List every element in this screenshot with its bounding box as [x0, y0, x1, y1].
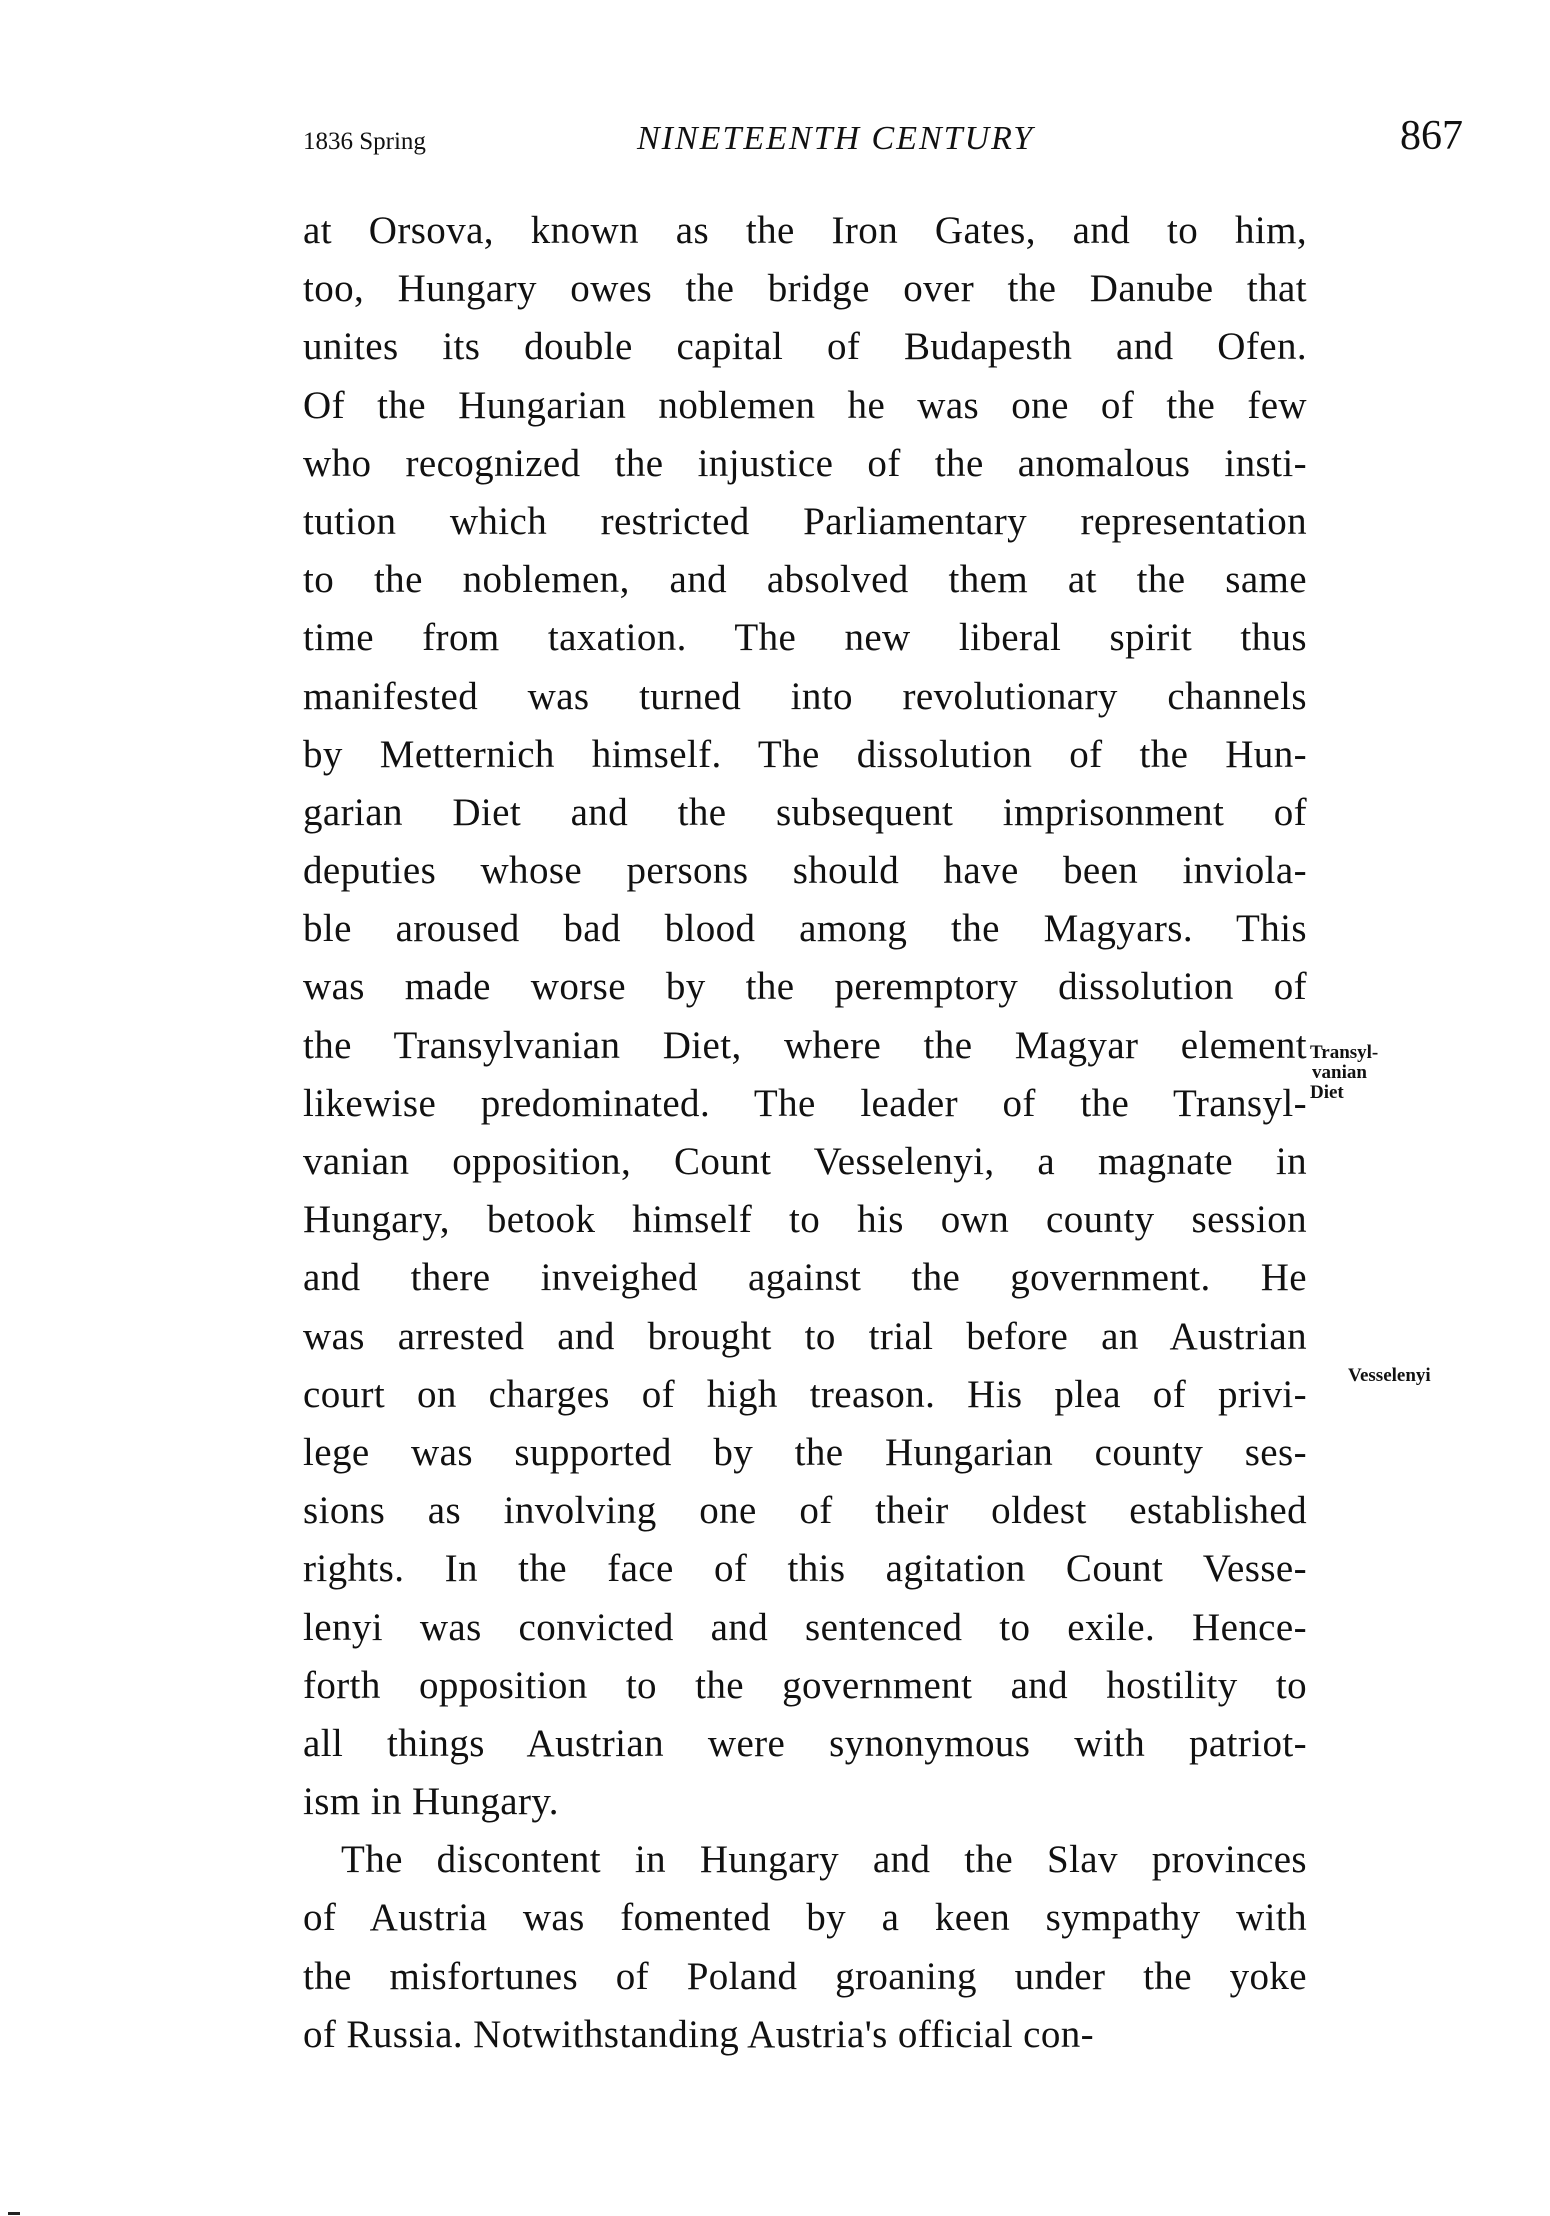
text-line: all things Austrian were synonymous with patriot-	[303, 1721, 1307, 1765]
text-line: unites its double capital of Budapesth and Ofen.	[303, 325, 1307, 369]
margin-note-line: Diet	[1310, 1082, 1344, 1103]
text-line: to the noblemen, and absolved them at the same	[303, 558, 1307, 602]
margin-note-line: vanian	[1312, 1062, 1367, 1083]
text-line: time from taxation. The new liberal spirit thus	[303, 616, 1307, 660]
text-line: Of the Hungarian noblemen he was one of the few	[303, 383, 1307, 427]
text-line: manifested was turned into revolutionary channels	[303, 674, 1307, 718]
text-line: who recognized the injustice of the anomalous insti-	[303, 441, 1307, 485]
text-line: was made worse by the peremptory dissolution of	[303, 965, 1307, 1009]
text-line: likewise predominated. The leader of the Transyl-	[303, 1081, 1307, 1125]
text-line: was arrested and brought to trial before an Austrian	[303, 1314, 1307, 1358]
margin-note-transylvanian-diet	[1310, 1043, 1378, 1103]
text-line: forth opposition to the government and hostility to	[303, 1663, 1307, 1707]
text-line: ble aroused bad blood among the Magyars. This	[303, 907, 1307, 951]
text-line: Hungary, betook himself to his own county session	[303, 1198, 1307, 1242]
text-line: lenyi was convicted and sentenced to exile. Hence-	[303, 1605, 1307, 1649]
margin-note-vesselenyi: Vesselenyi	[1348, 1365, 1431, 1386]
margin-note-line: Transyl-	[1310, 1042, 1379, 1063]
text-line: vanian opposition, Count Vesselenyi, a magnate in	[303, 1140, 1307, 1183]
text-line: lege was supported by the Hungarian county ses-	[303, 1430, 1307, 1474]
text-line: deputies whose persons should have been inviola-	[303, 849, 1307, 893]
text-line: by Metternich himself. The dissolution of the Hun-	[303, 732, 1307, 776]
running-head-date: 1836 Spring	[303, 128, 426, 155]
text-line: rights. In the face of this agitation Count Vesse-	[303, 1547, 1307, 1591]
page-number: 867	[1400, 113, 1463, 159]
text-line: tution which restricted Parliamentary representation	[303, 499, 1307, 543]
scan-mark	[8, 2212, 20, 2215]
text-line: of Austria was fomented by a keen sympathy with	[303, 1896, 1307, 1940]
text-line: too, Hungary owes the bridge over the Danube that	[303, 267, 1307, 311]
text-line: the misfortunes of Poland groaning under the yoke	[303, 1954, 1307, 1998]
body-text	[303, 202, 1307, 2064]
text-line: sions as involving one of their oldest established	[303, 1489, 1307, 1533]
text-line: of Russia. Notwithstanding Austria's official con-	[303, 2012, 1095, 2056]
text-line: ism in Hungary.	[303, 1780, 559, 1824]
text-line: the Transylvanian Diet, where the Magyar element	[303, 1023, 1307, 1067]
text-line: and there inveighed against the government. He	[303, 1256, 1307, 1300]
text-line: at Orsova, known as the Iron Gates, and to him,	[303, 209, 1307, 252]
text-line: The discontent in Hungary and the Slav provinces	[341, 1838, 1307, 1882]
running-head-title: NINETEENTH CENTURY	[637, 120, 1035, 157]
text-line: garian Diet and the subsequent imprisonment of	[303, 790, 1307, 834]
text-line: court on charges of high treason. His plea of privi-	[303, 1372, 1307, 1416]
